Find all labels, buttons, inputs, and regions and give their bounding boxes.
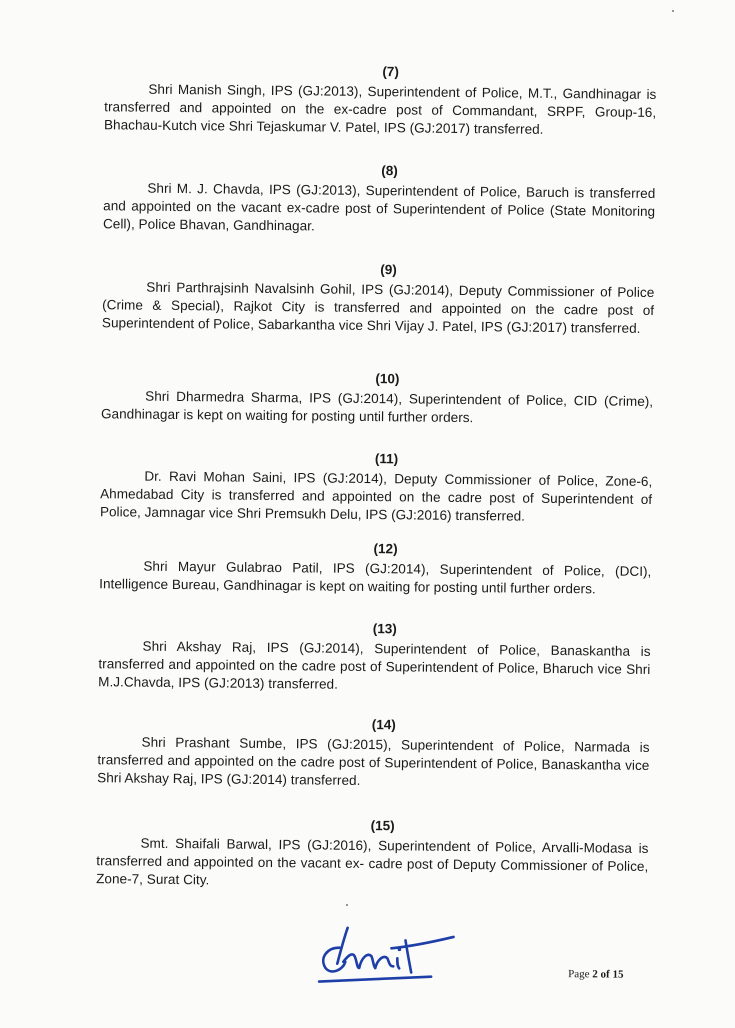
order-number: (7) <box>382 64 399 80</box>
order-9 <box>102 259 655 338</box>
order-text: Smt. Shaifali Barwal, IPS (GJ:2016), Superintendent of Police, Arvalli-Modasa is transferred and appointed on the vacant ex- cadre post of Deputy Commissioner of Police, Zone-7, Surat City. <box>96 835 649 888</box>
order-number: (12) <box>373 541 398 557</box>
order-number: (15) <box>370 818 395 834</box>
page-number <box>568 968 623 981</box>
order-11 <box>100 448 653 527</box>
order-10 <box>101 368 654 429</box>
order-text: Shri Akshay Raj, IPS (GJ:2014), Superintendent of Police, Banaskantha is transferred and appointed on the cadre post of Superintendent of Police, Bharuch vice Shri M.J.Chavda, IPS (GJ:2013) transferred. <box>98 638 651 692</box>
order-7 <box>104 61 657 140</box>
page-current: 2 <box>592 968 598 981</box>
order-14 <box>97 714 650 793</box>
order-8 <box>103 160 656 239</box>
order-text: Dr. Ravi Mohan Saini, IPS (GJ:2014), Deputy Commissioner of Police, Zone-6, Ahmedabad City is transferred and appointed on the cadre post of Superintendent of Police, Jamnagar vice Shri Premsukh Delu, IPS (GJ:2016) transferred. <box>99 468 653 524</box>
order-number: (13) <box>372 621 397 637</box>
order-text: Shri M. J. Chavda, IPS (GJ:2013), Superintendent of Police, Baruch is transferred and appointed on the vacant ex-cadre post of Superintendent of Police (State Monitoring Cell), Police Bhavan, Gandhinagar. <box>102 180 656 234</box>
order-number: (11) <box>374 451 399 467</box>
order-number: (9) <box>380 262 397 278</box>
order-13 <box>98 618 651 697</box>
order-number: (14) <box>371 717 396 733</box>
order-12 <box>99 538 652 599</box>
order-text: Shri Mayur Gulabrao Patil, IPS (GJ:2014), Superintendent of Police, (DCI), Intelligence Bureau, Gandhinagar is kept on waiting for posting until further orders. <box>99 558 652 597</box>
speck <box>672 10 674 12</box>
page-of: of <box>600 968 610 981</box>
order-text: Shri Dharmedra Sharma, IPS (GJ:2014), Superintendent of Police, CID (Crime), Gandhinagar is kept on waiting for posting until further orders. <box>100 388 654 426</box>
order-number: (8) <box>381 163 398 179</box>
speck <box>346 904 348 906</box>
order-text: Shri Parthrajsinh Navalsinh Gohil, IPS (GJ:2014), Deputy Commissioner of Police (Crime & Special), Rajkot City is transferred and appointed on the cadre post of Superintendent of Police, Sabarkantha vice Shri Vijay J. Patel, IPS (GJ:2017) transferred. <box>101 279 655 336</box>
order-number: (10) <box>375 371 400 387</box>
page-total: 15 <box>612 968 624 981</box>
page-prefix: Page <box>568 968 590 981</box>
signature <box>313 917 464 999</box>
order-15 <box>96 815 649 894</box>
order-text: Shri Prashant Sumbe, IPS (GJ:2015), Superintendent of Police, Narmada is transferred and appointed on the cadre post of Superintendent of Police, Banaskantha vice Shri Akshay Raj, IPS (GJ:2014) transferred. <box>97 734 650 788</box>
order-text: Shri Manish Singh, IPS (GJ:2013), Superintendent of Police, M.T., Gandhinagar is transferred and appointed on the ex-cadre post of Commandant, SRPF, Group-16, Bhachau-Kutch vice Shri Tejaskumar V. Patel, IPS (GJ:2017) transferred. <box>103 81 657 137</box>
